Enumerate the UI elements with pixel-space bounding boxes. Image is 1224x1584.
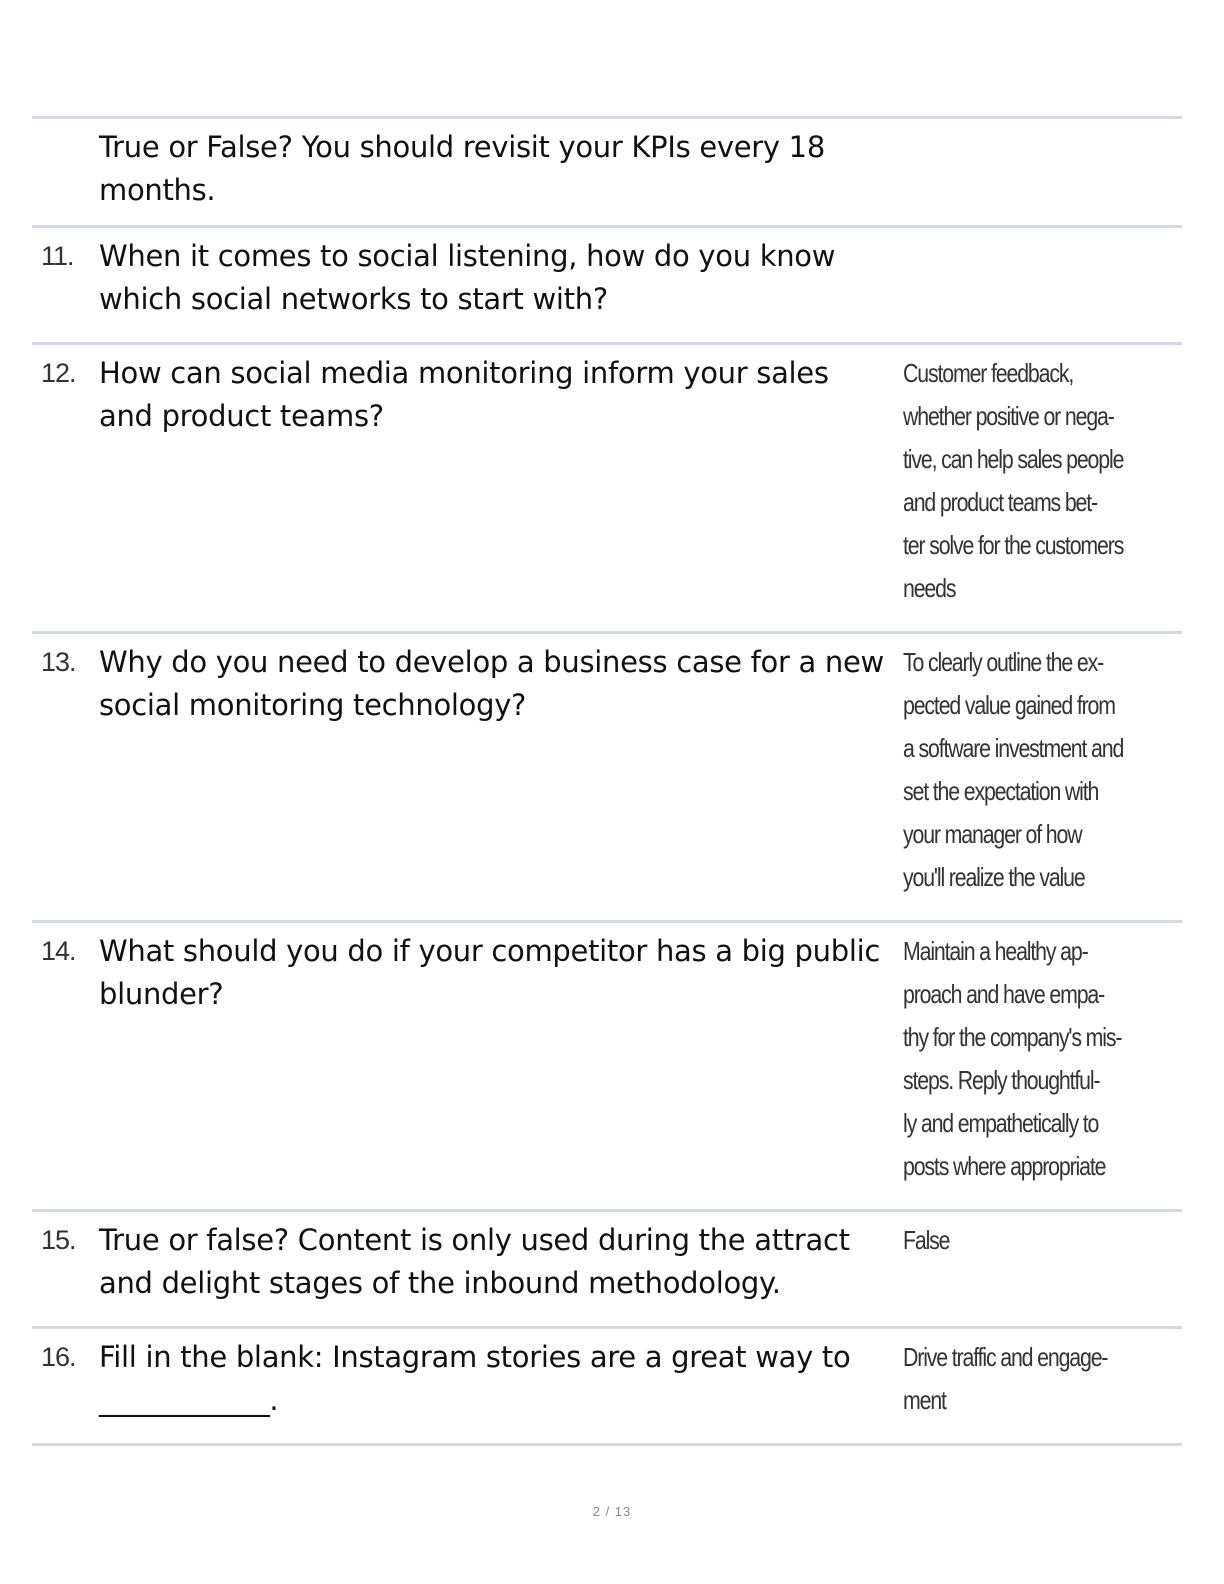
question-number: 16.	[41, 1342, 76, 1372]
question-text: True or False? You should revisit your KPIs every 18 months.	[99, 130, 825, 207]
qa-table	[32, 116, 1182, 1446]
question-number: 14.	[41, 936, 76, 966]
qa-row-15	[32, 1212, 1182, 1329]
question-number: 15.	[41, 1225, 76, 1255]
question-text: When it comes to social listening, how do you know which social networks to start with?	[99, 239, 836, 316]
question-text: True or false? Content is only used during the attract and delight stages of the inbound methodology.	[99, 1223, 850, 1300]
answer-text: Customer feedback, whether positive or nega- tive, can help sales people and product teams bet- ter solve for the customers needs	[903, 358, 1124, 603]
qa-row-10	[32, 119, 1182, 228]
answer-text: Maintain a healthy ap- proach and have empa- thy for the company's mis- steps. Reply thoughtful- ly and empathetically to posts where appropriate	[903, 936, 1122, 1181]
question-number: 13.	[41, 647, 76, 677]
qa-row-12	[32, 345, 1182, 634]
question-number: 12.	[41, 358, 76, 388]
answer-text: To clearly outline the ex- pected value gained from a software investment and set the expectation with your manager of how you'll realize the value	[903, 647, 1124, 892]
question-text: Fill in the blank: Instagram stories are a great way to ____________.	[99, 1340, 851, 1417]
qa-row-11	[32, 228, 1182, 345]
question-text: Why do you need to develop a business case for a new social monitoring technology?	[99, 645, 884, 722]
question-text: What should you do if your competitor has a big public blunder?	[99, 934, 880, 1011]
qa-row-16	[32, 1329, 1182, 1446]
answer-text: Drive traffic and engage- ment	[903, 1342, 1108, 1415]
qa-row-13	[32, 634, 1182, 923]
question-number: 11.	[41, 241, 74, 271]
page-number: 2 / 13	[592, 1504, 632, 1519]
question-text: How can social media monitoring inform your sales and product teams?	[99, 356, 829, 433]
answer-text: False	[903, 1225, 950, 1255]
qa-row-14	[32, 923, 1182, 1212]
